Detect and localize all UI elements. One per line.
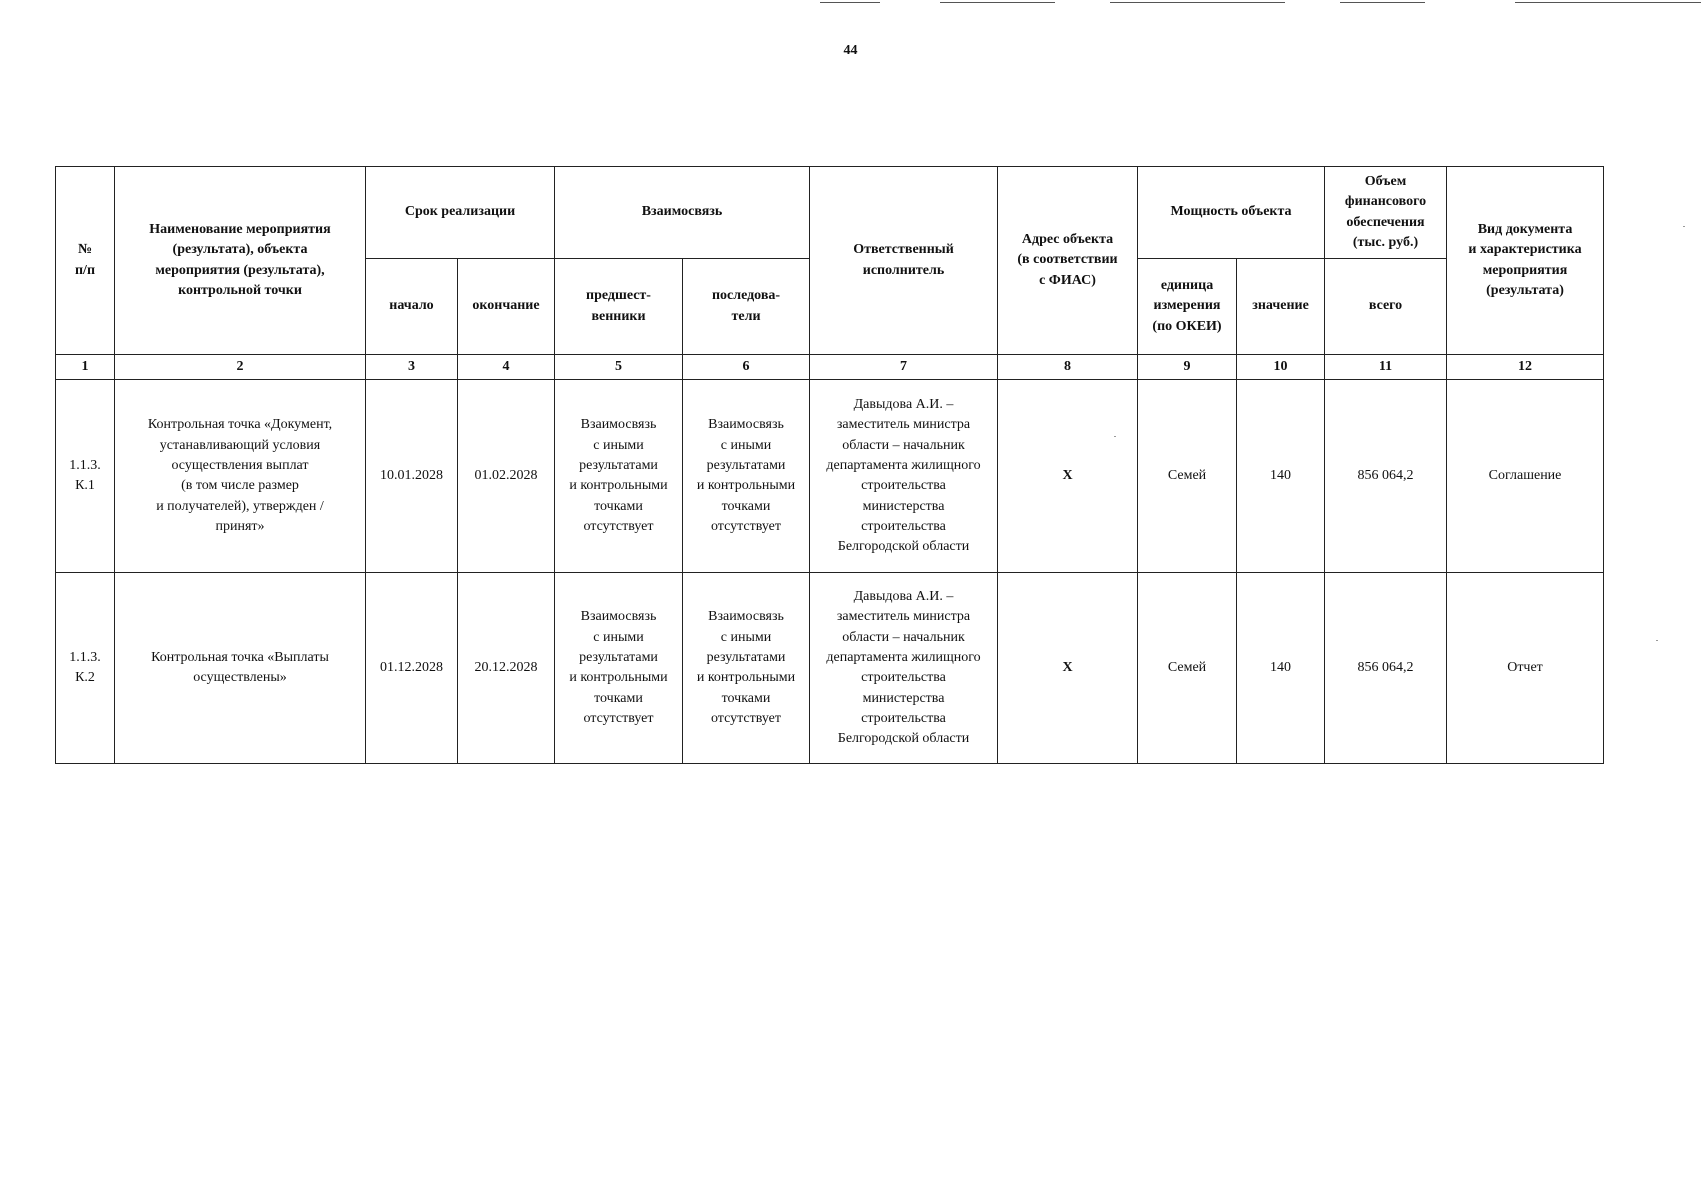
scan-edge-line [940, 2, 1055, 3]
table-row [56, 380, 1604, 573]
header-predecessors: предшест- венники [555, 259, 683, 355]
row-num: 1.1.3. К.1 [56, 380, 115, 573]
header-name: Наименование мероприятия (результата), объекта мероприятия (результата), контрольной точки [115, 167, 366, 355]
row-doc-type: Соглашение [1447, 380, 1604, 573]
plan-table [55, 166, 1604, 764]
header-period-end: окончание [458, 259, 555, 355]
scan-edge-line [1110, 2, 1285, 3]
column-number: 9 [1138, 355, 1237, 380]
row-successors: Взаимосвязь с иными результатами и контрольными точками отсутствует [683, 380, 810, 573]
row-start: 10.01.2028 [366, 380, 458, 573]
column-number: 3 [366, 355, 458, 380]
header-unit: единица измерения (по ОКЕИ) [1138, 259, 1237, 355]
page-number: 44 [843, 43, 858, 58]
row-successors: Взаимосвязь с иными результатами и контрольными точками отсутствует [683, 573, 810, 764]
row-total: 856 064,2 [1325, 573, 1447, 764]
row-end: 01.02.2028 [458, 380, 555, 573]
header-num: № п/п [56, 167, 115, 355]
row-predecessors: Взаимосвязь с иными результатами и контрольными точками отсутствует [555, 380, 683, 573]
scan-edge-line [1340, 2, 1425, 3]
row-end: 20.12.2028 [458, 573, 555, 764]
header-relation: Взаимосвязь [555, 167, 810, 259]
table-row [56, 573, 1604, 764]
row-value: 140 [1237, 573, 1325, 764]
column-number: 8 [998, 355, 1138, 380]
row-responsible: Давыдова А.И. – заместитель министра области – начальник департамента жилищного строительства министерства строительства Белгородской области [810, 380, 998, 573]
header-period-start: начало [366, 259, 458, 355]
column-number-row [56, 355, 1604, 380]
column-number: 4 [458, 355, 555, 380]
column-number: 12 [1447, 355, 1604, 380]
header-successors: последова- тели [683, 259, 810, 355]
row-num: 1.1.3. К.2 [56, 573, 115, 764]
column-number: 7 [810, 355, 998, 380]
scan-speck [1656, 640, 1658, 641]
row-name: Контрольная точка «Выплаты осуществлены» [115, 573, 366, 764]
column-number: 11 [1325, 355, 1447, 380]
header-finance: Объем финансового обеспечения (тыс. руб.) [1325, 167, 1447, 259]
row-responsible: Давыдова А.И. – заместитель министра области – начальник департамента жилищного строительства министерства строительства Белгородской области [810, 573, 998, 764]
row-unit: Семей [1138, 380, 1237, 573]
header-responsible: Ответственный исполнитель [810, 167, 998, 355]
header-capacity: Мощность объекта [1138, 167, 1325, 259]
header-doc-type: Вид документа и характеристика мероприятия (результата) [1447, 167, 1604, 355]
header-total: всего [1325, 259, 1447, 355]
row-address: Х [998, 573, 1138, 764]
row-value: 140 [1237, 380, 1325, 573]
column-number: 5 [555, 355, 683, 380]
row-address: Х [998, 380, 1138, 573]
row-name: Контрольная точка «Документ, устанавливающий условия осуществления выплат (в том числе размер и получателей), утвержден / принят» [115, 380, 366, 573]
header-period: Срок реализации [366, 167, 555, 259]
row-total: 856 064,2 [1325, 380, 1447, 573]
row-unit: Семей [1138, 573, 1237, 764]
row-start: 01.12.2028 [366, 573, 458, 764]
header-row-1 [56, 167, 1604, 259]
column-number: 2 [115, 355, 366, 380]
column-number: 1 [56, 355, 115, 380]
row-predecessors: Взаимосвязь с иными результатами и контрольными точками отсутствует [555, 573, 683, 764]
column-number: 10 [1237, 355, 1325, 380]
column-number: 6 [683, 355, 810, 380]
header-address: Адрес объекта (в соответствии с ФИАС) [998, 167, 1138, 355]
header-value: значение [1237, 259, 1325, 355]
scan-edge-line [1515, 2, 1701, 3]
scan-edge-line [820, 2, 880, 3]
scan-speck [1683, 226, 1685, 227]
row-doc-type: Отчет [1447, 573, 1604, 764]
